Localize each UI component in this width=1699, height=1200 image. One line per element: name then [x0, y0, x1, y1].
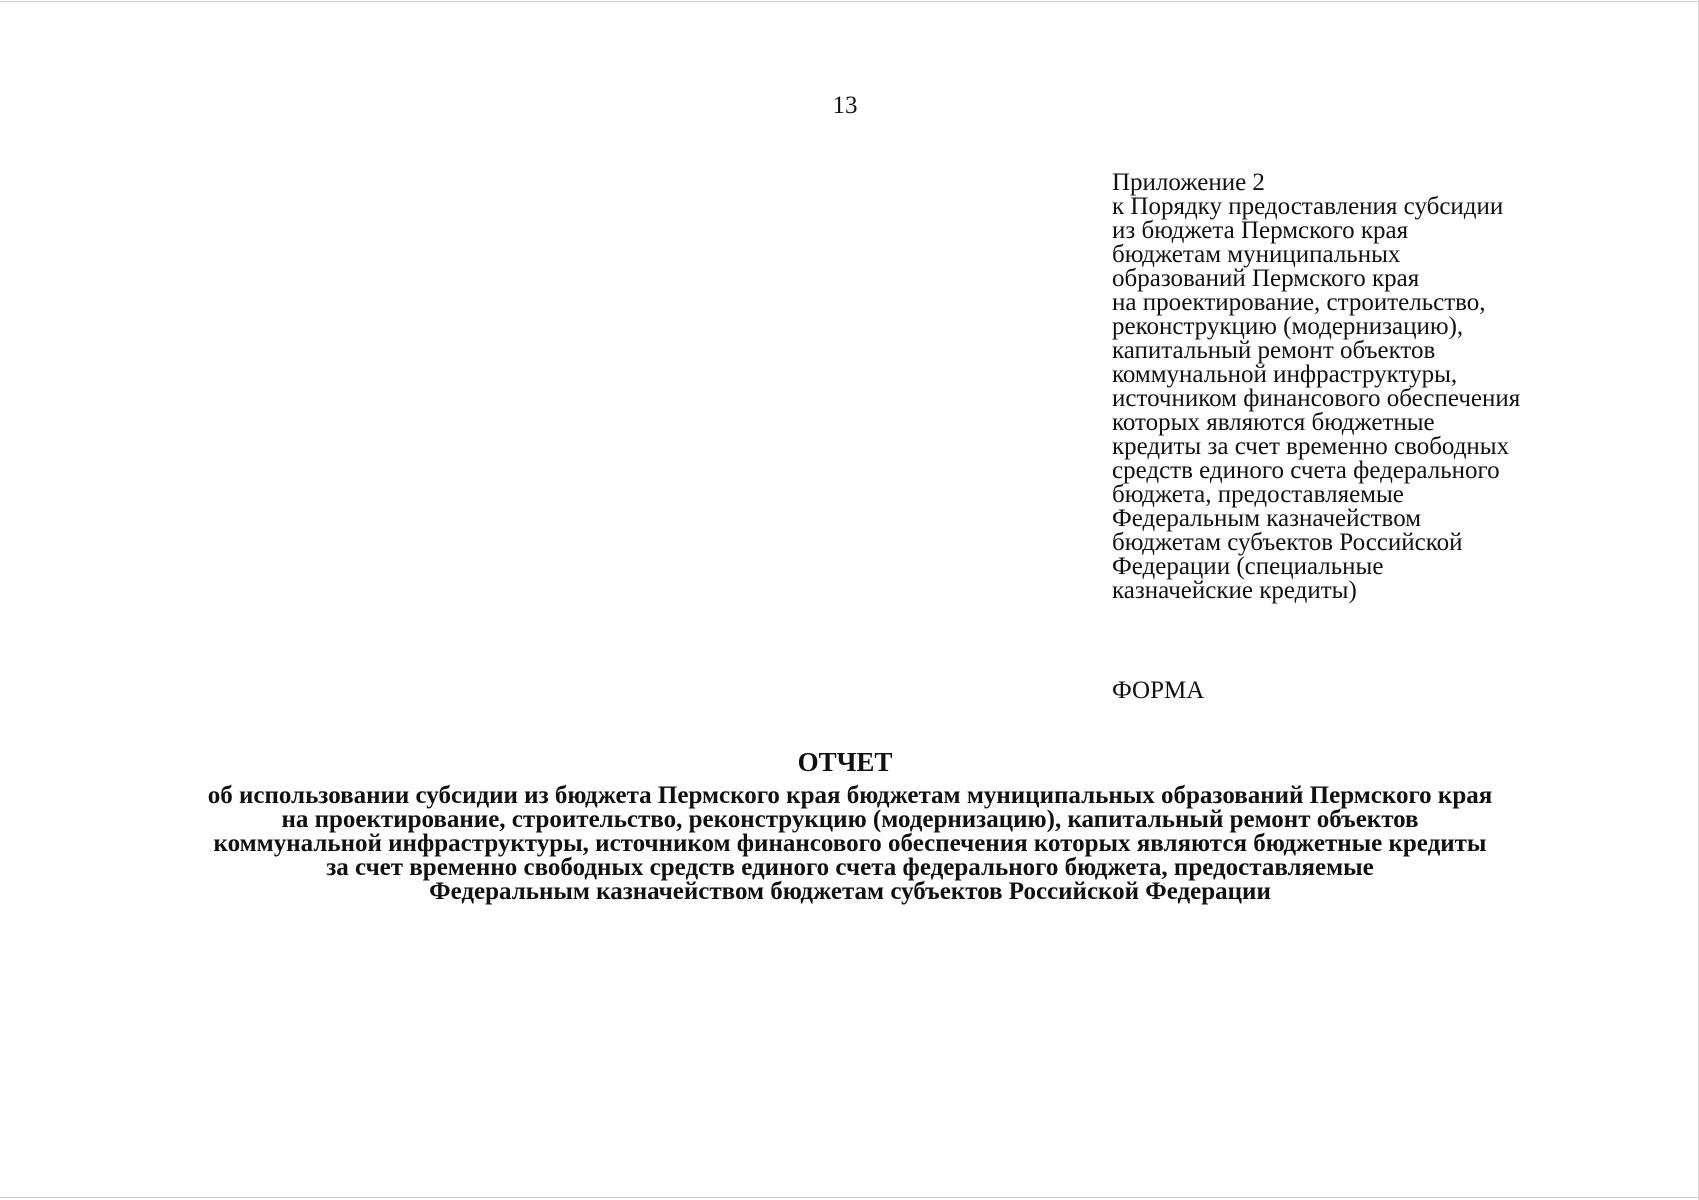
appendix-line: Приложение 2 — [1112, 169, 1265, 196]
appendix-line: источником финансового обеспечения — [1112, 385, 1521, 412]
appendix-line: к Порядку предоставления субсидии — [1112, 193, 1504, 220]
appendix-line: бюджета, предоставляемые — [1112, 481, 1404, 508]
report-subtitle-line: на проектирование, строительство, реконструкцию (модернизацию), капитальный ремонт объектов — [281, 806, 1419, 833]
appendix-line: средств единого счета федерального — [1112, 457, 1500, 484]
report-subtitle — [40, 784, 1660, 904]
appendix-line: коммунальной инфраструктуры, — [1112, 361, 1458, 388]
report-subtitle-line: об использовании субсидии из бюджета Пермского края бюджетам муниципальных образований Пермского края — [207, 782, 1493, 809]
form-label: ФОРМА — [1112, 677, 1205, 704]
report-subtitle-line: Федеральным казначейством бюджетам субъектов Российской Федерации — [429, 878, 1271, 905]
report-subtitle-line: за счет временно свободных средств единого счета федерального бюджета, предоставляемые — [326, 854, 1374, 881]
scan-top-edge — [0, 1, 1699, 2]
appendix-line: бюджетам субъектов Российской — [1112, 529, 1463, 556]
appendix-line: бюджетам муниципальных — [1112, 241, 1401, 268]
report-subtitle-line: коммунальной инфраструктуры, источником финансового обеспечения которых являются бюджетные кредиты — [213, 830, 1487, 857]
appendix-line: казначейские кредиты) — [1112, 577, 1357, 604]
scan-bottom-edge — [0, 1197, 1699, 1198]
appendix-line: которых являются бюджетные — [1112, 409, 1435, 436]
appendix-line: образований Пермского края — [1112, 265, 1420, 292]
appendix-line: на проектирование, строительство, — [1112, 289, 1486, 316]
report-title: ОТЧЕТ — [797, 747, 893, 777]
page-number: 13 — [832, 92, 858, 119]
appendix-line: капитальный ремонт объектов — [1112, 337, 1436, 364]
appendix-line: Федерации (специальные — [1112, 553, 1384, 580]
appendix-line: кредиты за счет временно свободных — [1112, 433, 1510, 460]
appendix-line: из бюджета Пермского края — [1112, 217, 1409, 244]
appendix-block — [1112, 171, 1672, 603]
appendix-line: Федеральным казначейством — [1112, 505, 1422, 532]
appendix-line: реконструкцию (модернизацию), — [1112, 313, 1464, 340]
